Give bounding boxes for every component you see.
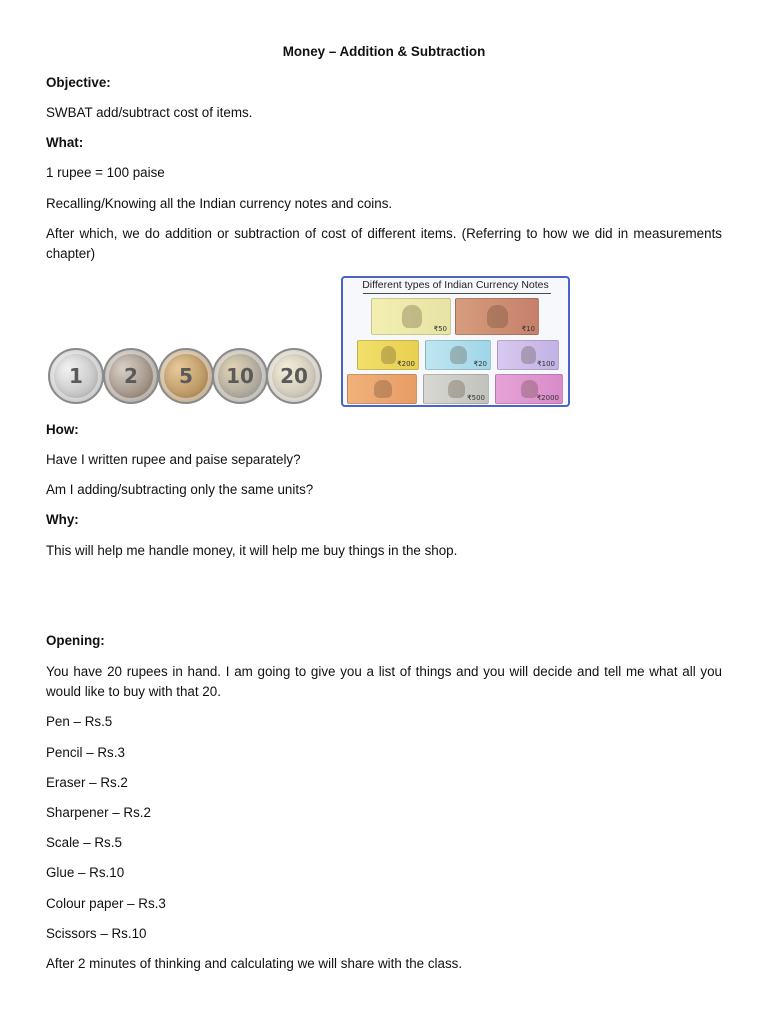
what-line-2: Recalling/Knowing all the Indian currency notes and coins. bbox=[46, 196, 393, 211]
note-500-orange bbox=[347, 374, 417, 404]
how-line-1: Have I written rupee and paise separately? bbox=[46, 452, 301, 467]
why-text: This will help me handle money, it will help me buy things in the shop. bbox=[46, 543, 458, 558]
note-50 bbox=[371, 298, 451, 335]
item-pen: Pen – Rs.5 bbox=[46, 714, 113, 729]
item-pencil: Pencil – Rs.3 bbox=[46, 745, 125, 760]
why-heading: Why: bbox=[46, 512, 79, 527]
notes-title-underline bbox=[363, 293, 551, 294]
coin-5: 5 bbox=[158, 348, 214, 404]
note-500-label: ₹500 bbox=[467, 394, 485, 402]
coin-2: 2 bbox=[103, 348, 159, 404]
item-eraser: Eraser – Rs.2 bbox=[46, 775, 128, 790]
coin-20: 20 bbox=[266, 348, 322, 404]
note-10 bbox=[455, 298, 539, 335]
opening-heading: Opening: bbox=[46, 633, 105, 648]
note-50-label: ₹50 bbox=[433, 325, 447, 333]
indian-coins-image bbox=[48, 348, 324, 404]
item-sharpener: Sharpener – Rs.2 bbox=[46, 805, 151, 820]
note-20 bbox=[425, 340, 491, 370]
note-2000 bbox=[495, 374, 563, 404]
what-line-1: 1 rupee = 100 paise bbox=[46, 165, 165, 180]
note-500 bbox=[423, 374, 489, 404]
opening-text: You have 20 rupees in hand. I am going to give you a list of things and you will decide and tell me what all you would like to buy with that 20. bbox=[46, 664, 722, 699]
note-200 bbox=[357, 340, 419, 370]
what-heading: What: bbox=[46, 135, 84, 150]
note-200-label: ₹200 bbox=[397, 360, 415, 368]
closing-text: After 2 minutes of thinking and calculating we will share with the class. bbox=[46, 956, 463, 971]
item-scale: Scale – Rs.5 bbox=[46, 835, 122, 850]
note-100-label: ₹100 bbox=[537, 360, 555, 368]
coin-1: 1 bbox=[48, 348, 104, 404]
item-scissors: Scissors – Rs.10 bbox=[46, 926, 147, 941]
note-20-label: ₹20 bbox=[473, 360, 487, 368]
coin-10: 10 bbox=[212, 348, 268, 404]
objective-heading: Objective: bbox=[46, 75, 111, 90]
notes-image-title: Different types of Indian Currency Notes bbox=[362, 279, 549, 291]
note-10-label: ₹10 bbox=[521, 325, 535, 333]
document-title: Money – Addition & Subtraction bbox=[282, 44, 486, 59]
item-colour-paper: Colour paper – Rs.3 bbox=[46, 896, 166, 911]
currency-notes-image bbox=[341, 276, 570, 407]
objective-text: SWBAT add/subtract cost of items. bbox=[46, 105, 253, 120]
what-line-3: After which, we do addition or subtraction of cost of different items. (Referring to how we did in measurements chapter) bbox=[46, 226, 722, 261]
item-glue: Glue – Rs.10 bbox=[46, 865, 125, 880]
note-2000-label: ₹2000 bbox=[536, 394, 559, 402]
how-line-2: Am I adding/subtracting only the same units? bbox=[46, 482, 314, 497]
how-heading: How: bbox=[46, 422, 79, 437]
note-100 bbox=[497, 340, 559, 370]
